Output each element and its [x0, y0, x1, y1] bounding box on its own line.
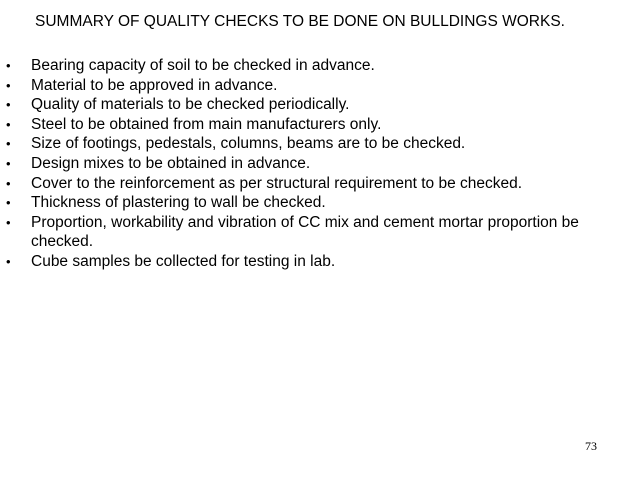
list-item-text: Quality of materials to be checked periodically. [31, 96, 350, 114]
list-item-text: Proportion, workability and vibration of CC mix and cement mortar proportion be [31, 213, 579, 231]
list-item-text-continued: checked. [31, 233, 94, 251]
slide-title: SUMMARY OF QUALITY CHECKS TO BE DONE ON BULLDINGS WORKS. [35, 13, 565, 30]
list-item [0, 76, 605, 96]
list-item-text: Material to be approved in advance. [31, 76, 278, 94]
list-item-text: Design mixes to be obtained in advance. [31, 154, 311, 172]
list-item-text: Thickness of plastering to wall be checked. [31, 194, 326, 212]
list-item [0, 154, 605, 174]
bullet-icon: • [6, 155, 11, 171]
list-item [0, 213, 605, 252]
list-item-text: Steel to be obtained from main manufacturers only. [31, 115, 382, 133]
bullet-icon: • [6, 195, 11, 211]
list-item [0, 56, 605, 76]
bullet-icon: • [6, 77, 11, 93]
bullet-icon: • [6, 136, 11, 152]
list-item [0, 193, 605, 213]
list-item [0, 174, 605, 194]
bullet-icon: • [6, 253, 11, 269]
list-item-text: Bearing capacity of soil to be checked in advance. [31, 57, 375, 74]
quality-checks-list [0, 56, 605, 272]
list-item [0, 95, 605, 115]
list-item-text: Size of footings, pedestals, columns, beams are to be checked. [31, 135, 466, 153]
bullet-icon: • [6, 175, 11, 191]
list-item [0, 115, 605, 135]
page-number: 73 [585, 439, 597, 453]
list-item [0, 252, 605, 272]
list-item-text: Cover to the reinforcement as per structural requirement to be checked. [31, 174, 523, 192]
list-item-text: Cube samples be collected for testing in lab. [31, 252, 336, 270]
bullet-icon: • [6, 97, 11, 113]
bullet-icon: • [6, 214, 11, 230]
list-item [0, 134, 605, 154]
bullet-icon: • [6, 58, 11, 73]
bullet-icon: • [6, 116, 11, 132]
